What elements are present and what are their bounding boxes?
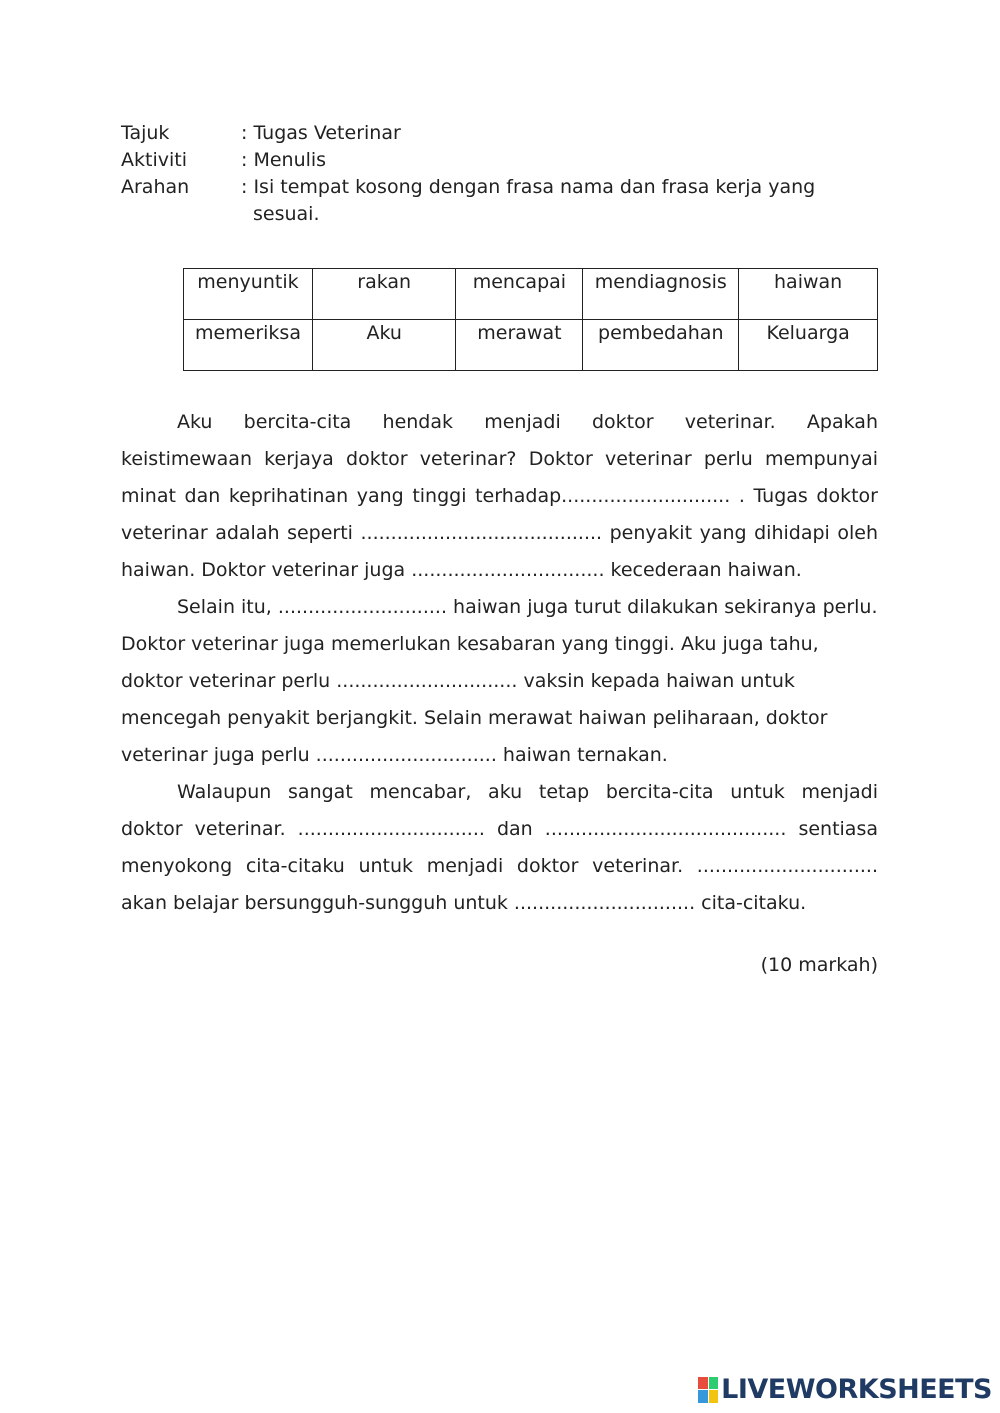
arahan-value: : Isi tempat kosong dengan frasa nama dan frasa kerja yang: [241, 176, 816, 198]
aktiviti-value: : Menulis: [241, 149, 327, 171]
story-line: veterinar juga perlu .............................. haiwan ternakan.: [121, 744, 668, 766]
story-line: Selain itu, ............................ haiwan juga turut dilakukan sekiranya perlu.: [177, 596, 878, 618]
story-line: veterinar adalah seperti ........................................ penyakit yang dihidapi oleh: [121, 522, 878, 544]
tajuk-value: : Tugas Veterinar: [241, 122, 401, 144]
logo-icon: [698, 1377, 718, 1403]
worksheet-header: [121, 120, 841, 228]
aktiviti-label: Aktiviti: [121, 149, 187, 171]
word-cell: menyuntik: [184, 269, 313, 320]
word-cell: Aku: [312, 320, 456, 371]
story-line: Walaupun sangat mencabar, aku tetap bercita-cita untuk menjadi: [177, 781, 878, 803]
story-line: mencegah penyakit berjangkit. Selain merawat haiwan peliharaan, doktor: [121, 707, 828, 729]
arahan-continuation: sesuai.: [253, 203, 320, 225]
word-cell: mencapai: [456, 269, 583, 320]
liveworksheets-logo: [698, 1374, 992, 1405]
word-cell: rakan: [312, 269, 456, 320]
tajuk-label: Tajuk: [121, 122, 170, 144]
story-line: doktor veterinar. ............................... dan ........................................ sentiasa: [121, 818, 878, 840]
logo-text: LIVEWORKSHEETS: [721, 1374, 992, 1405]
arahan-label: Arahan: [121, 176, 190, 198]
story-line: keistimewaan kerjaya doktor veterinar? Doktor veterinar perlu mempunyai: [121, 448, 878, 470]
word-cell: mendiagnosis: [583, 269, 739, 320]
word-cell: Keluarga: [739, 320, 878, 371]
story-line: doktor veterinar perlu .............................. vaksin kepada haiwan untuk: [121, 670, 795, 692]
header-row-tajuk: [121, 120, 841, 147]
story-line: menyokong cita-citaku untuk menjadi doktor veterinar. ..............................: [121, 855, 878, 877]
word-bank-row: [184, 269, 878, 320]
word-cell: merawat: [456, 320, 583, 371]
marks-label: (10 markah): [760, 954, 878, 976]
header-row-arahan: [121, 174, 841, 201]
story-line: haiwan. Doktor veterinar juga ................................ kecederaan haiwan.: [121, 559, 802, 581]
word-cell: pembedahan: [583, 320, 739, 371]
story-line: minat dan keprihatinan yang tinggi terhadap............................ . Tugas doktor: [121, 485, 878, 507]
word-cell: memeriksa: [184, 320, 313, 371]
word-bank-table: [183, 268, 878, 371]
header-row-aktiviti: [121, 147, 841, 174]
story-line: akan belajar bersungguh-sungguh untuk .............................. cita-citaku.: [121, 892, 807, 914]
word-cell: haiwan: [739, 269, 878, 320]
story-passage: [121, 404, 878, 922]
story-line: Aku bercita-cita hendak menjadi doktor veterinar. Apakah: [177, 411, 878, 433]
story-line: Doktor veterinar juga memerlukan kesabaran yang tinggi. Aku juga tahu,: [121, 633, 819, 655]
word-bank-row: [184, 320, 878, 371]
